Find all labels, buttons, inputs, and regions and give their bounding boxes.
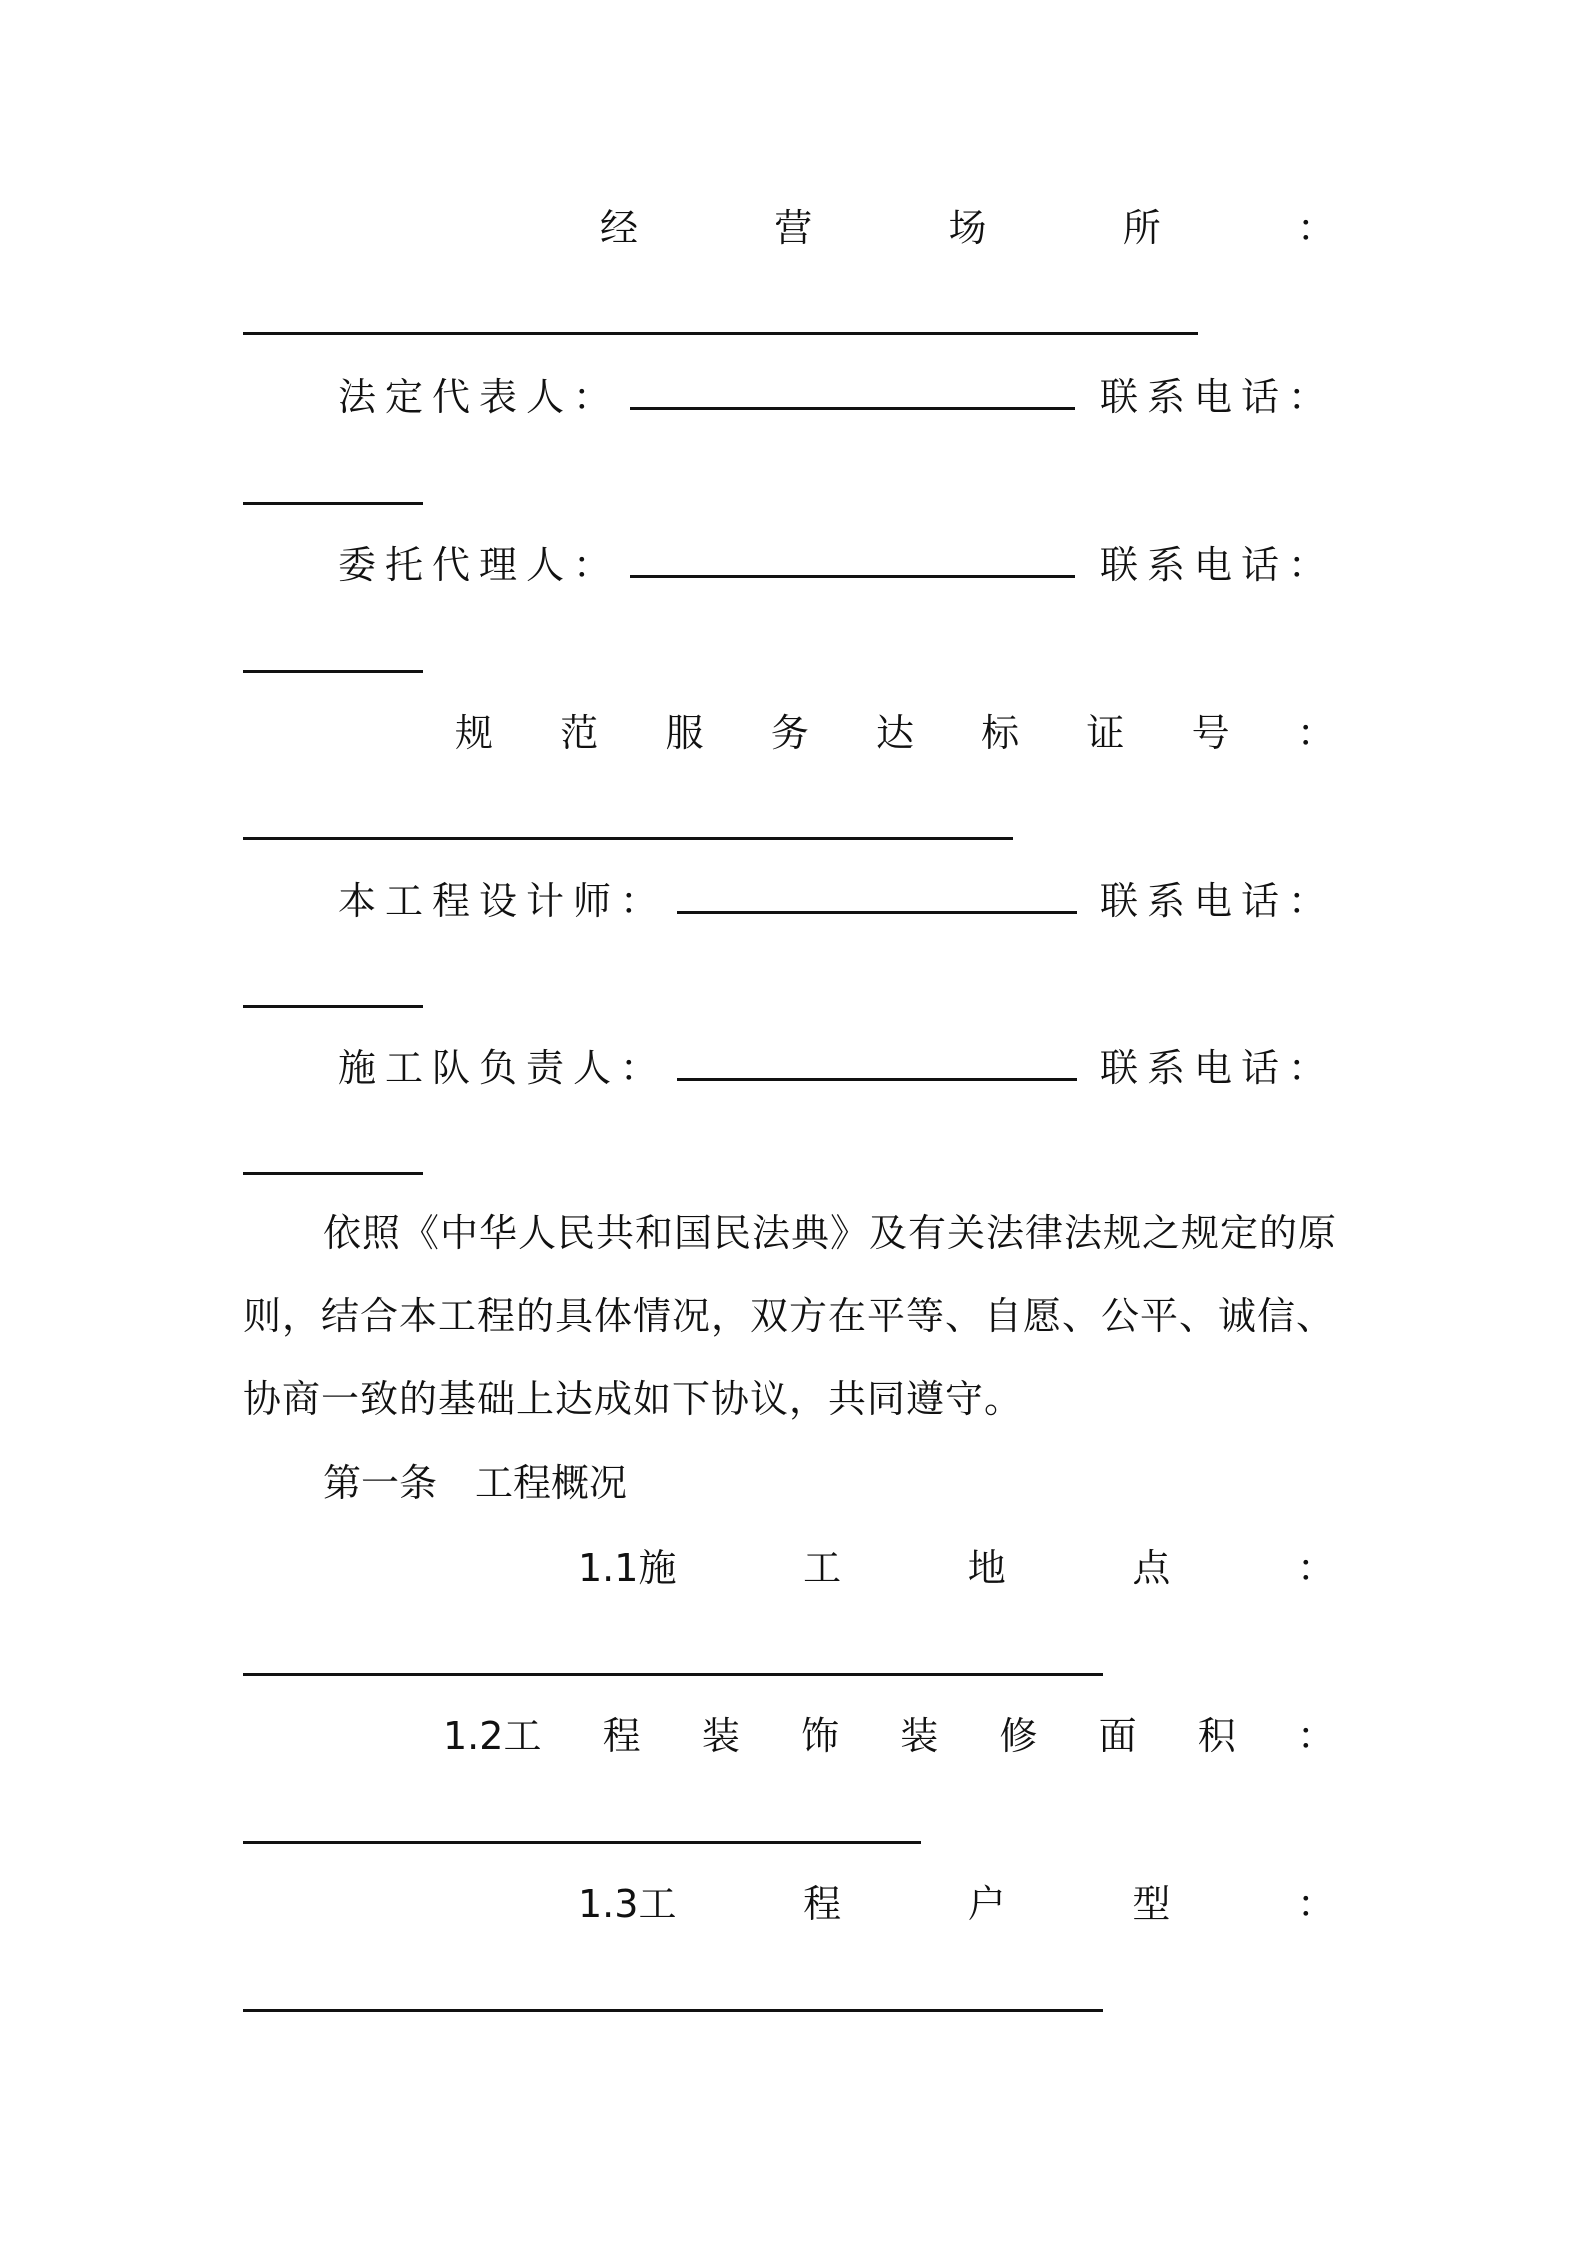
label-char: 服 <box>665 711 704 755</box>
designer-field <box>338 876 1077 926</box>
designer-phone-label: 联系电话： <box>1099 879 1335 923</box>
label-char: 地 <box>967 1546 1006 1590</box>
legal-rep-row <box>338 372 1335 422</box>
agent-blank[interactable] <box>630 541 1075 578</box>
team-lead-label: 施工队负责人： <box>338 1046 668 1090</box>
team-lead-field <box>338 1043 1077 1093</box>
label-char: 程 <box>602 1714 641 1758</box>
item-1-2-label <box>443 1711 1335 1761</box>
designer-row <box>338 876 1335 926</box>
legal-rep-phone-label: 联系电话： <box>1099 375 1335 419</box>
business-place-blank[interactable] <box>243 332 1198 335</box>
label-char: 积 <box>1197 1714 1236 1758</box>
agent-label: 委托代理人： <box>338 543 621 587</box>
item-1-2-blank[interactable] <box>243 1841 921 1844</box>
cert-number-label <box>455 708 1335 758</box>
label-char: 证 <box>1086 711 1125 755</box>
label-char: 场 <box>948 206 987 250</box>
item-number: 1.2 <box>443 1714 504 1758</box>
article-1-heading: 第一条 工程概况 <box>323 1461 628 1505</box>
label-char: 修 <box>999 1714 1038 1758</box>
label-char: 营 <box>774 206 813 250</box>
label-char: 装 <box>701 1714 740 1758</box>
label-char: 点 <box>1132 1546 1171 1590</box>
team-lead-phone-label: 联系电话： <box>1099 1046 1335 1090</box>
intro-paragraph-text: 依照《中华人民共和国民法典》及有关法律法规之规定的原则，结合本工程的具体情况，双方在平等、自愿、公平、诚信、协商一致的基础上达成如下协议，共同遵守。 <box>243 1211 1338 1421</box>
label-char: 装 <box>900 1714 939 1758</box>
label-colon: ： <box>1296 1714 1335 1758</box>
item-1-3-label <box>578 1879 1335 1929</box>
item-1-1-blank[interactable] <box>243 1673 1103 1676</box>
label-char: 规 <box>455 711 494 755</box>
label-char: 户 <box>967 1882 1006 1926</box>
agent-row <box>338 540 1335 590</box>
item-label-lead <box>578 1543 676 1593</box>
label-colon: ： <box>1296 711 1335 755</box>
designer-phone-blank[interactable] <box>243 1005 423 1008</box>
label-char: 工 <box>638 1882 677 1926</box>
label-char: 型 <box>1132 1882 1171 1926</box>
label-char: 号 <box>1191 711 1230 755</box>
team-lead-row <box>338 1043 1335 1093</box>
legal-rep-phone-blank[interactable] <box>243 502 423 505</box>
label-char: 工 <box>503 1714 542 1758</box>
item-number: 1.3 <box>578 1882 639 1926</box>
agent-field <box>338 540 1075 590</box>
label-char: 工 <box>803 1546 842 1590</box>
label-char: 饰 <box>801 1714 840 1758</box>
label-colon: ： <box>1296 1546 1335 1590</box>
label-char: 面 <box>1098 1714 1137 1758</box>
label-char: 务 <box>770 711 809 755</box>
item-label-lead <box>578 1879 676 1929</box>
label-char: 标 <box>981 711 1020 755</box>
item-number: 1.1 <box>578 1546 639 1590</box>
label-char: 达 <box>875 711 914 755</box>
label-char: 施 <box>638 1546 677 1590</box>
label-char: 程 <box>803 1882 842 1926</box>
label-char: 经 <box>600 206 639 250</box>
label-char: 所 <box>1122 206 1161 250</box>
cert-number-blank[interactable] <box>243 837 1013 840</box>
team-lead-phone-blank[interactable] <box>243 1172 423 1175</box>
item-label-lead <box>443 1711 541 1761</box>
designer-label: 本工程设计师： <box>338 879 668 923</box>
team-lead-blank[interactable] <box>677 1044 1077 1081</box>
item-1-3-blank[interactable] <box>243 2009 1103 2012</box>
label-colon: ： <box>1296 1882 1335 1926</box>
legal-rep-field <box>338 372 1075 422</box>
legal-rep-blank[interactable] <box>630 373 1075 410</box>
business-place-label <box>600 203 1335 253</box>
item-1-1-label <box>578 1543 1335 1593</box>
designer-blank[interactable] <box>677 877 1077 914</box>
agent-phone-label: 联系电话： <box>1099 543 1335 587</box>
label-colon: ： <box>1296 206 1335 250</box>
intro-paragraph <box>243 1192 1353 1441</box>
label-char: 范 <box>560 711 599 755</box>
agent-phone-blank[interactable] <box>243 670 423 673</box>
legal-rep-label: 法定代表人： <box>338 375 621 419</box>
